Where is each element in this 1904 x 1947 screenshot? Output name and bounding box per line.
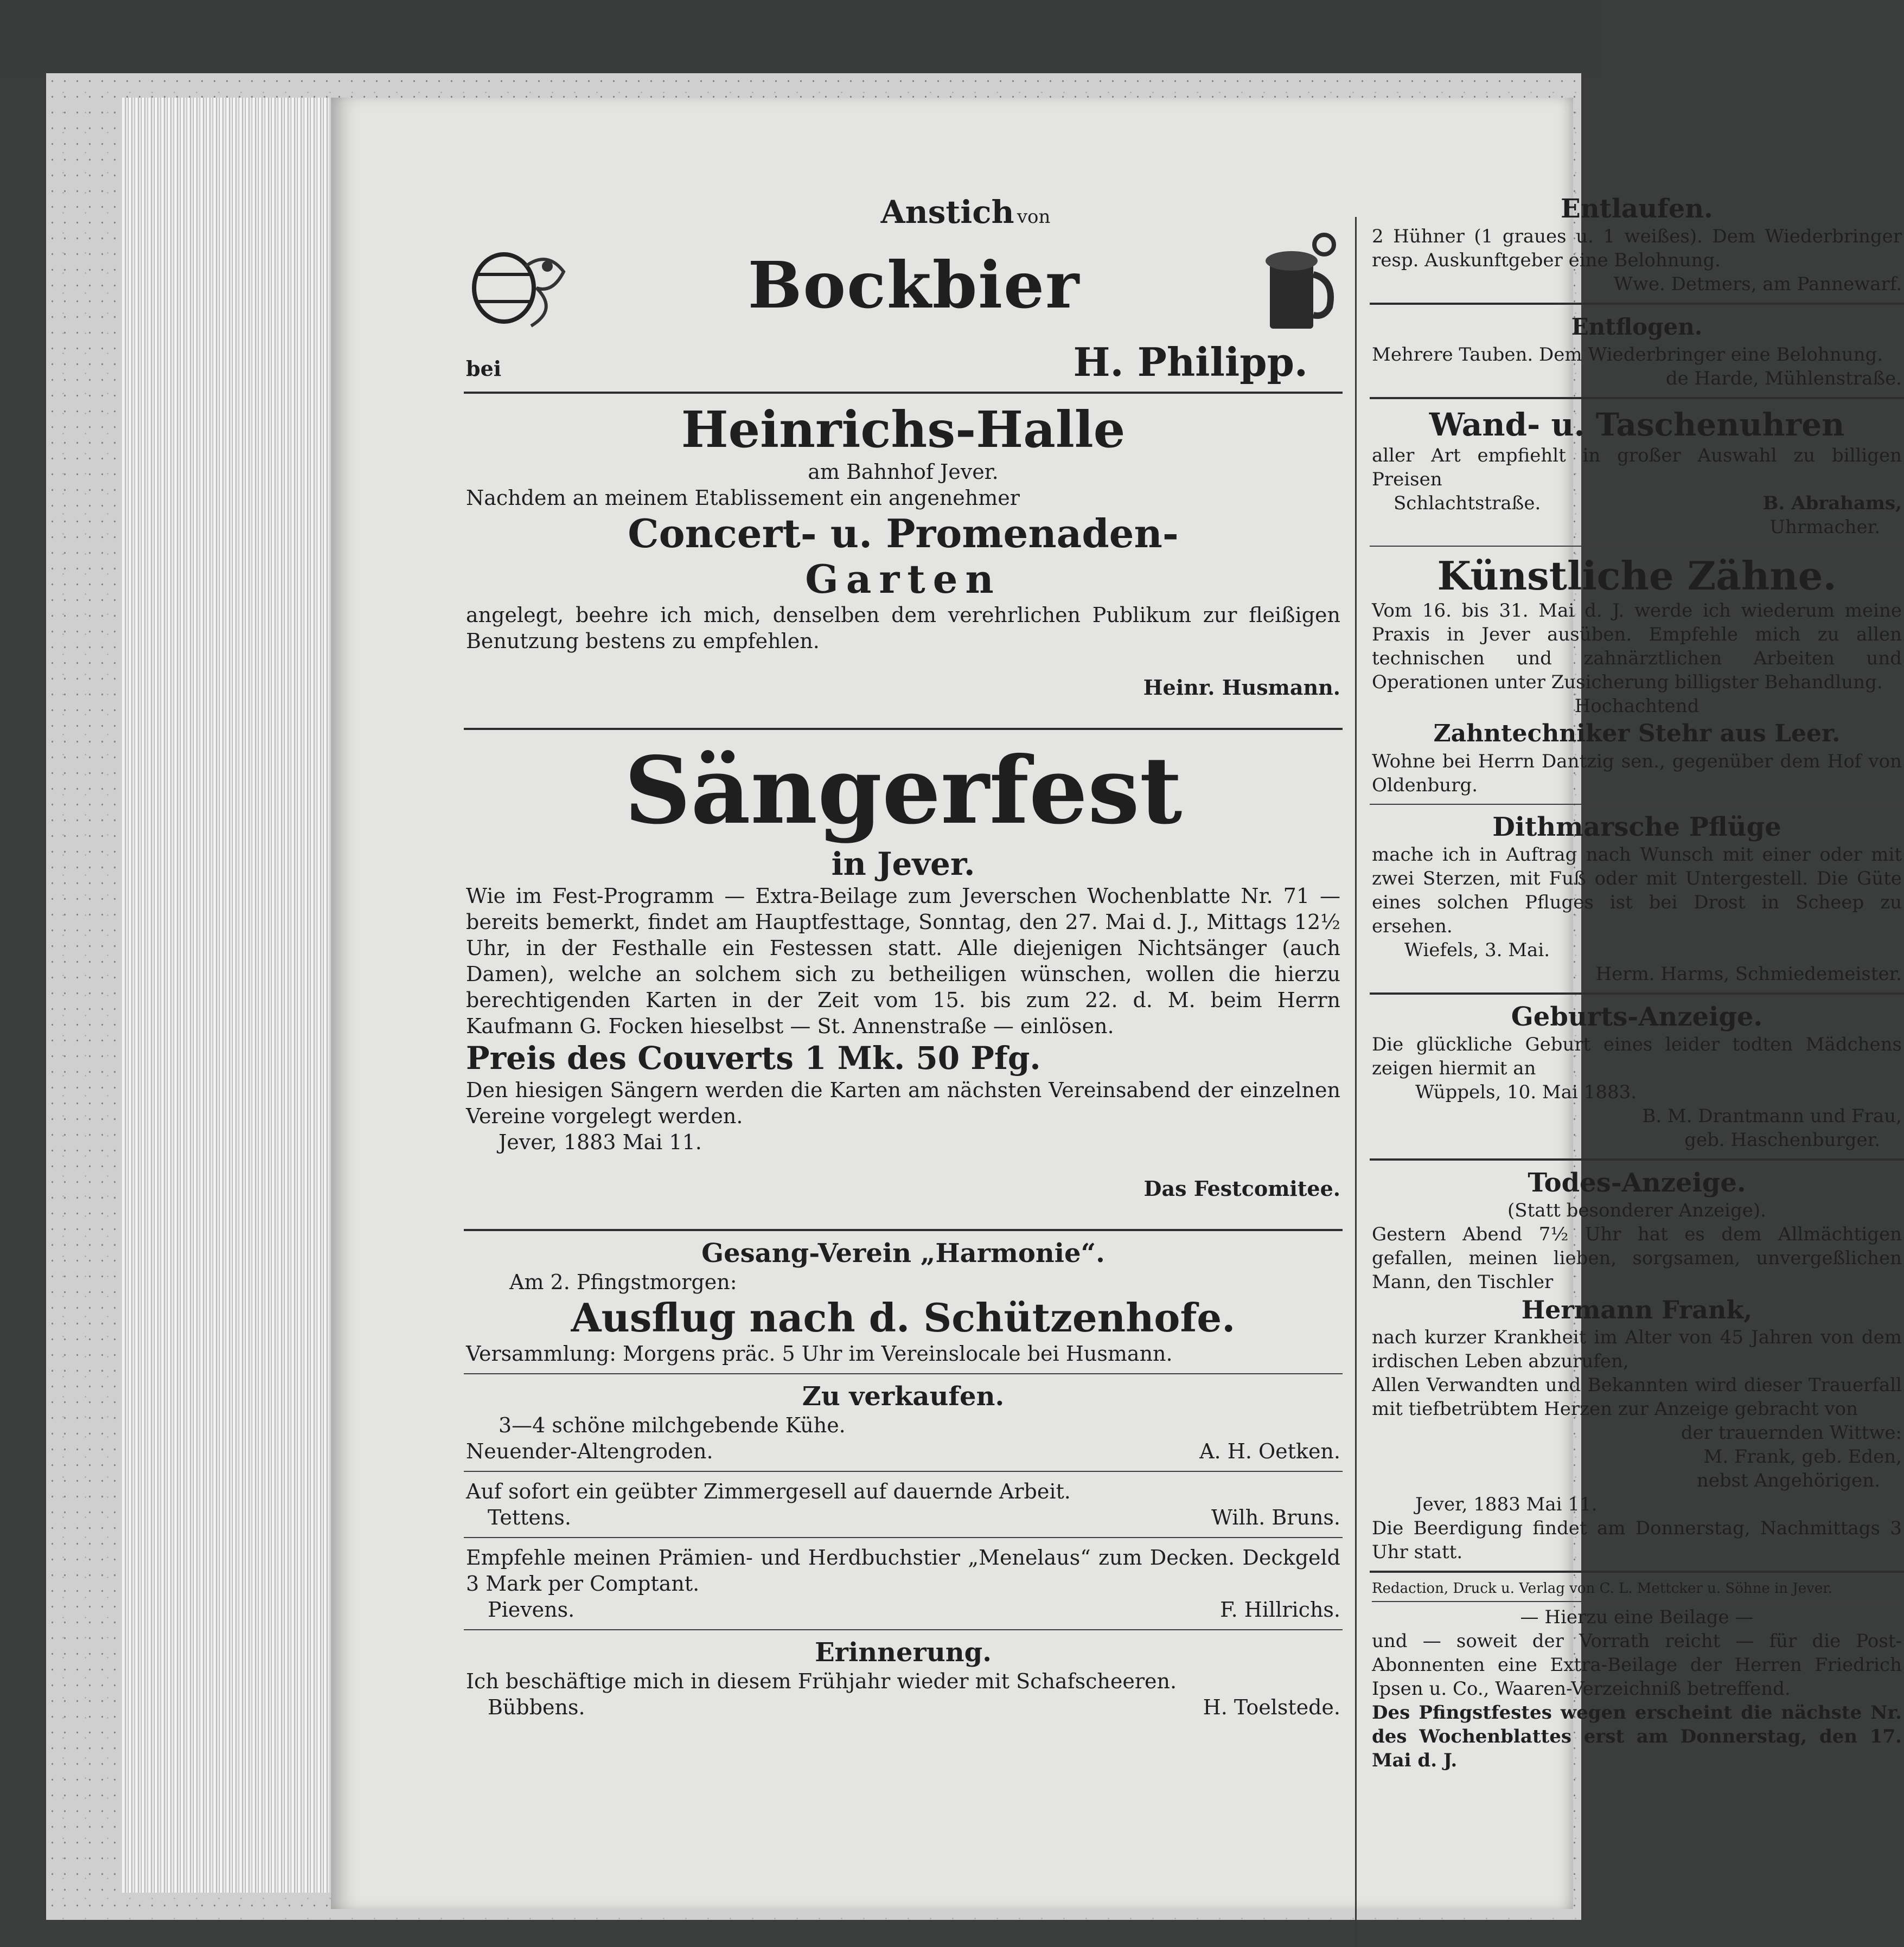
bockbier-anstich: Anstich	[880, 194, 1014, 230]
imprint-extra: und — soweit der Vorrath reicht — für die Post-Abonnenten eine Extra-Beilage der Herren Friedrich Ipsen u. Co., Waaren-Verzeichniß betreffend.	[1372, 1630, 1902, 1700]
todes-date: Jever, 1883 Mai 11.	[1415, 1494, 1598, 1515]
ad-entflogen	[1370, 308, 1904, 394]
divider	[464, 1229, 1343, 1231]
entlaufen-title: Entlaufen.	[1561, 194, 1713, 224]
saengerfest-body-2: Den hiesigen Sängern werden die Karten am nächsten Vereinsabend der einzelnen Vereine vorgelegt werden.	[466, 1078, 1340, 1128]
divider	[464, 728, 1343, 730]
pfluege-place: Wiefels, 3. Mai.	[1404, 939, 1550, 961]
verkaufen-place: Neuender-Altengroden.	[466, 1439, 713, 1463]
divider	[1370, 804, 1904, 805]
divider	[464, 1471, 1343, 1472]
zaehne-greeting: Hochachtend	[1574, 695, 1699, 717]
heinrichs-headline-2: Garten	[805, 556, 1001, 602]
divider	[1370, 992, 1904, 995]
zaehne-address: Wohne bei Herrn Dantzig sen., gegenüber dem Hof von Oldenburg.	[1372, 751, 1902, 796]
pfluege-body: mache ich in Auftrag nach Wunsch mit einer oder mit zwei Sterzen, mit Fuß oder mit Untergestell. Die Güte eines solchen Pfluges ist bei Drost in Scheep zu ersehen.	[1372, 844, 1902, 937]
ad-saengerfest	[464, 733, 1343, 1226]
heinrichs-title: Heinrichs-Halle	[681, 400, 1126, 459]
zaehne-title: Künstliche Zähne.	[1437, 553, 1837, 599]
verkaufen-title: Zu verkaufen.	[802, 1381, 1005, 1412]
herdbuch-signature: F. Hillrichs.	[1220, 1598, 1340, 1622]
divider	[1370, 303, 1904, 305]
todes-title: Todes-Anzeige.	[1528, 1168, 1746, 1198]
geburt-title: Geburts-Anzeige.	[1511, 1002, 1763, 1032]
divider	[1370, 1158, 1904, 1161]
todes-body-1: Gestern Abend 7½ Uhr hat es dem Allmächtigen gefallen, meinen lieben, sorgsamen, unvergeßlichen Mann, den Tischler	[1372, 1224, 1902, 1293]
herdbuch-place: Pievens.	[488, 1598, 575, 1622]
entlaufen-body: 2 Hühner (1 graues u. 1 weißes). Dem Wiederbringer resp. Auskunftgeber eine Belohnung.	[1372, 226, 1902, 271]
harmonie-title: Gesang-Verein „Harmonie“.	[701, 1238, 1105, 1269]
saengerfest-body: Wie im Fest-Programm — Extra-Beilage zum Jeverschen Wochenblatte Nr. 71 — bereits bemerkt, findet am Hauptfesttage, Sonntag, den 27. Mai d. J., Mittags 12½ Uhr, in der Festhalle ein Festessen statt. Alle diejenigen Nichtsänger (auch Damen), welche an solchem sich zu betheiligen wünschen, wollen die hierzu berechtigenden Karten in der Zeit vom 15. bis zum 22. d. M. beim Herrn Kaufmann G. Focken hieselbst — St. Annenstraße — einlösen.	[466, 884, 1340, 1038]
left-column	[464, 190, 1343, 1724]
ad-erinnerung	[464, 1634, 1343, 1724]
ad-uhren	[1370, 402, 1904, 542]
dark-backdrop	[0, 0, 1602, 76]
todes-signature-1: der trauernden Wittwe:	[1681, 1422, 1902, 1444]
todes-signature-3: nebst Angehörigen.	[1696, 1470, 1880, 1491]
ad-geburts-anzeige	[1370, 998, 1904, 1155]
ad-entlaufen	[1370, 190, 1904, 299]
divider	[1370, 546, 1904, 547]
heinrichs-headline-1: Concert- u. Promenaden-	[628, 510, 1179, 556]
zimmergesell-signature: Wilh. Bruns.	[1211, 1506, 1340, 1529]
heinrichs-signature: Heinr. Husmann.	[1143, 675, 1340, 700]
saengerfest-title: Sängerfest	[624, 736, 1183, 845]
todes-subtitle: (Statt besonderer Anzeige).	[1507, 1200, 1766, 1221]
bockbier-name: H. Philipp.	[1073, 339, 1308, 385]
imprint-line: Redaction, Druck u. Verlag von C. L. Mettcker u. Söhne in Jever.	[1372, 1580, 1833, 1597]
barrel-ornament-icon	[466, 234, 569, 337]
divider	[464, 1537, 1343, 1538]
saengerfest-place: in Jever.	[831, 846, 975, 882]
erinnerung-place: Bübbens.	[488, 1695, 585, 1719]
pfluege-signature: Herm. Harms, Schmiedemeister.	[1595, 963, 1902, 985]
divider	[1372, 1601, 1902, 1602]
heinrichs-body: angelegt, beehre ich mich, denselben dem verehrlichen Publikum zur fleißigen Benutzung bestens zu empfehlen.	[466, 603, 1340, 653]
bockbier-title: Bockbier	[747, 247, 1081, 323]
harmonie-body: Versammlung: Morgens präc. 5 Uhr im Vereinslocale bei Husmann.	[466, 1342, 1173, 1366]
ad-pfluege	[1370, 808, 1904, 989]
ad-todes-anzeige	[1370, 1164, 1904, 1567]
todes-funeral: Die Beerdigung findet am Donnerstag, Nachmittags 3 Uhr statt.	[1372, 1517, 1902, 1563]
herdbuch-body: Empfehle meinen Prämien- und Herdbuchstier „Menelaus“ zum Decken. Deckgeld 3 Mark per Comptant.	[466, 1546, 1340, 1596]
heinrichs-intro: Nachdem an meinem Etablissement ein angenehmer	[466, 486, 1020, 510]
imprint	[1370, 1576, 1904, 1776]
uhren-signature-2: Uhrmacher.	[1769, 516, 1880, 538]
ad-harmonie	[464, 1234, 1343, 1370]
ad-bockbier	[464, 190, 1343, 388]
erinnerung-signature: H. Toelstede.	[1203, 1695, 1340, 1719]
zimmergesell-body: Auf sofort ein geübter Zimmergesell auf dauernde Arbeit.	[466, 1480, 1071, 1503]
bockbier-von: von	[1017, 206, 1051, 228]
verkaufen-body: 3—4 schöne milchgebende Kühe.	[499, 1413, 846, 1437]
saengerfest-signature: Das Festcomitee.	[1143, 1176, 1340, 1201]
uhren-title: Wand- u. Taschenuhren	[1429, 406, 1845, 443]
harmonie-line: Am 2. Pfingstmorgen:	[509, 1270, 737, 1294]
newspaper-page	[331, 98, 1902, 1909]
imprint-notice: Des Pfingstfestes wegen erscheint die nächste Nr. des Wochenblattes erst am Donnerstag, den 17. Mai d. J.	[1372, 1702, 1902, 1771]
stacked-page-edges	[122, 98, 334, 1893]
erinnerung-body: Ich beschäftige mich in diesem Frühjahr wieder mit Schafscheeren.	[466, 1669, 1177, 1693]
entflogen-signature: de Harde, Mühlenstraße.	[1665, 368, 1902, 389]
imprint-beilage: — Hierzu eine Beilage —	[1520, 1606, 1754, 1628]
erinnerung-title: Erinnerung.	[815, 1637, 992, 1668]
column-divider	[1355, 217, 1357, 1947]
harmonie-headline: Ausflug nach d. Schützenhofe.	[571, 1295, 1236, 1341]
right-column	[1370, 190, 1904, 1776]
todes-body-2: nach kurzer Krankheit im Alter von 45 Jahren von dem irdischen Leben abzurufen,	[1372, 1327, 1902, 1372]
saengerfest-price: Preis des Couverts 1 Mk. 50 Pfg.	[466, 1040, 1041, 1077]
verkaufen-signature: A. H. Oetken.	[1199, 1439, 1340, 1463]
entflogen-title: Entflogen.	[1571, 313, 1703, 340]
entflogen-body: Mehrere Tauben. Dem Wiederbringer eine Belohnung.	[1372, 344, 1883, 366]
uhren-body: aller Art empfiehlt in großer Auswahl zu billigen Preisen	[1372, 445, 1902, 490]
geburt-signature-2: geb. Haschenburger.	[1684, 1129, 1880, 1151]
heinrichs-subtitle: am Bahnhof Jever.	[808, 460, 999, 484]
saengerfest-date: Jever, 1883 Mai 11.	[499, 1130, 702, 1154]
ad-zu-verkaufen	[464, 1378, 1343, 1468]
bockbier-bei: bei	[466, 356, 502, 381]
geburt-place: Wüppels, 10. Mai 1883.	[1415, 1081, 1637, 1103]
beer-mug-icon	[1259, 231, 1340, 340]
ad-heinrichs-halle	[464, 397, 1343, 725]
divider	[1370, 1571, 1904, 1573]
uhren-signature: B. Abrahams,	[1762, 492, 1902, 514]
ad-kuenstliche-zaehne	[1370, 550, 1904, 800]
uhren-place: Schlachtstraße.	[1394, 492, 1541, 514]
ad-herdbuchstier	[464, 1541, 1343, 1626]
todes-body-3: Allen Verwandten und Bekannten wird dieser Trauerfall mit tiefbetrübtem Herzen zur Anzeige gebracht von	[1372, 1374, 1902, 1420]
entlaufen-signature: Wwe. Detmers, am Pannewarf.	[1613, 273, 1902, 295]
zaehne-body: Vom 16. bis 31. Mai d. J. werde ich wiederum meine Praxis in Jever ausüben. Empfehle mich zu allen technischen und zahnärztlichen Arbeiten und Operationen unter Zusicherung billigster Behandlung.	[1372, 600, 1902, 693]
zimmergesell-place: Tettens.	[488, 1506, 571, 1529]
todes-signature-2: M. Frank, geb. Eden,	[1703, 1446, 1902, 1468]
todes-name: Hermann Frank,	[1521, 1295, 1753, 1324]
geburt-body: Die glückliche Geburt eines leider todten Mädchens zeigen hiermit an	[1372, 1034, 1902, 1079]
divider	[464, 1629, 1343, 1630]
pfluege-title: Dithmarsche Pflüge	[1492, 812, 1781, 842]
divider	[1370, 397, 1904, 399]
ad-zimmergesell	[464, 1475, 1343, 1534]
divider	[464, 392, 1343, 394]
divider	[464, 1373, 1343, 1374]
zaehne-name: Zahntechniker Stehr aus Leer.	[1433, 720, 1841, 747]
geburt-signature: B. M. Drantmann und Frau,	[1642, 1105, 1902, 1127]
